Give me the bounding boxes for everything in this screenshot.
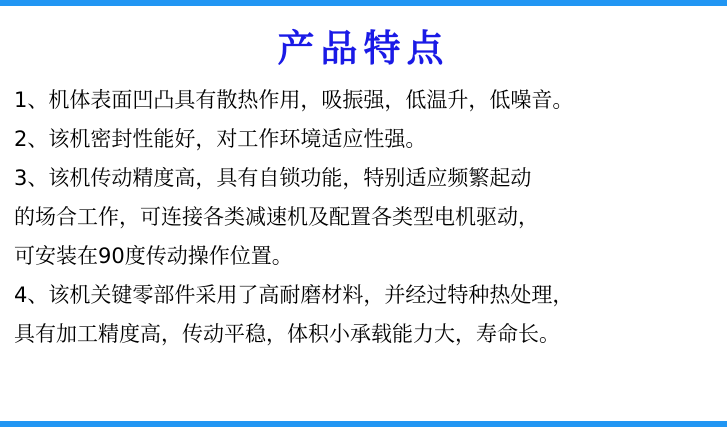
feature-line: 具有加工精度高，传动平稳，体积小承载能力大，寿命长。 — [14, 322, 560, 346]
feature-line: 可安装在90度传动操作位置。 — [14, 244, 293, 268]
feature-list — [0, 81, 727, 354]
feature-line: 的场合工作，可连接各类减速机及配置各类型电机驱动， — [14, 205, 539, 229]
page-title: 产品特点 — [277, 26, 450, 70]
feature-line: 3、该机传动精度高，具有自锁功能，特别适应频繁起动 — [14, 166, 532, 190]
feature-line: 1、机体表面凹凸具有散热作用，吸振强，低温升，低噪音。 — [14, 88, 574, 112]
feature-line: 4、该机关键零部件采用了高耐磨材料，并经过特种热处理， — [14, 283, 574, 307]
feature-line: 2、该机密封性能好，对工作环境适应性强。 — [14, 127, 427, 151]
